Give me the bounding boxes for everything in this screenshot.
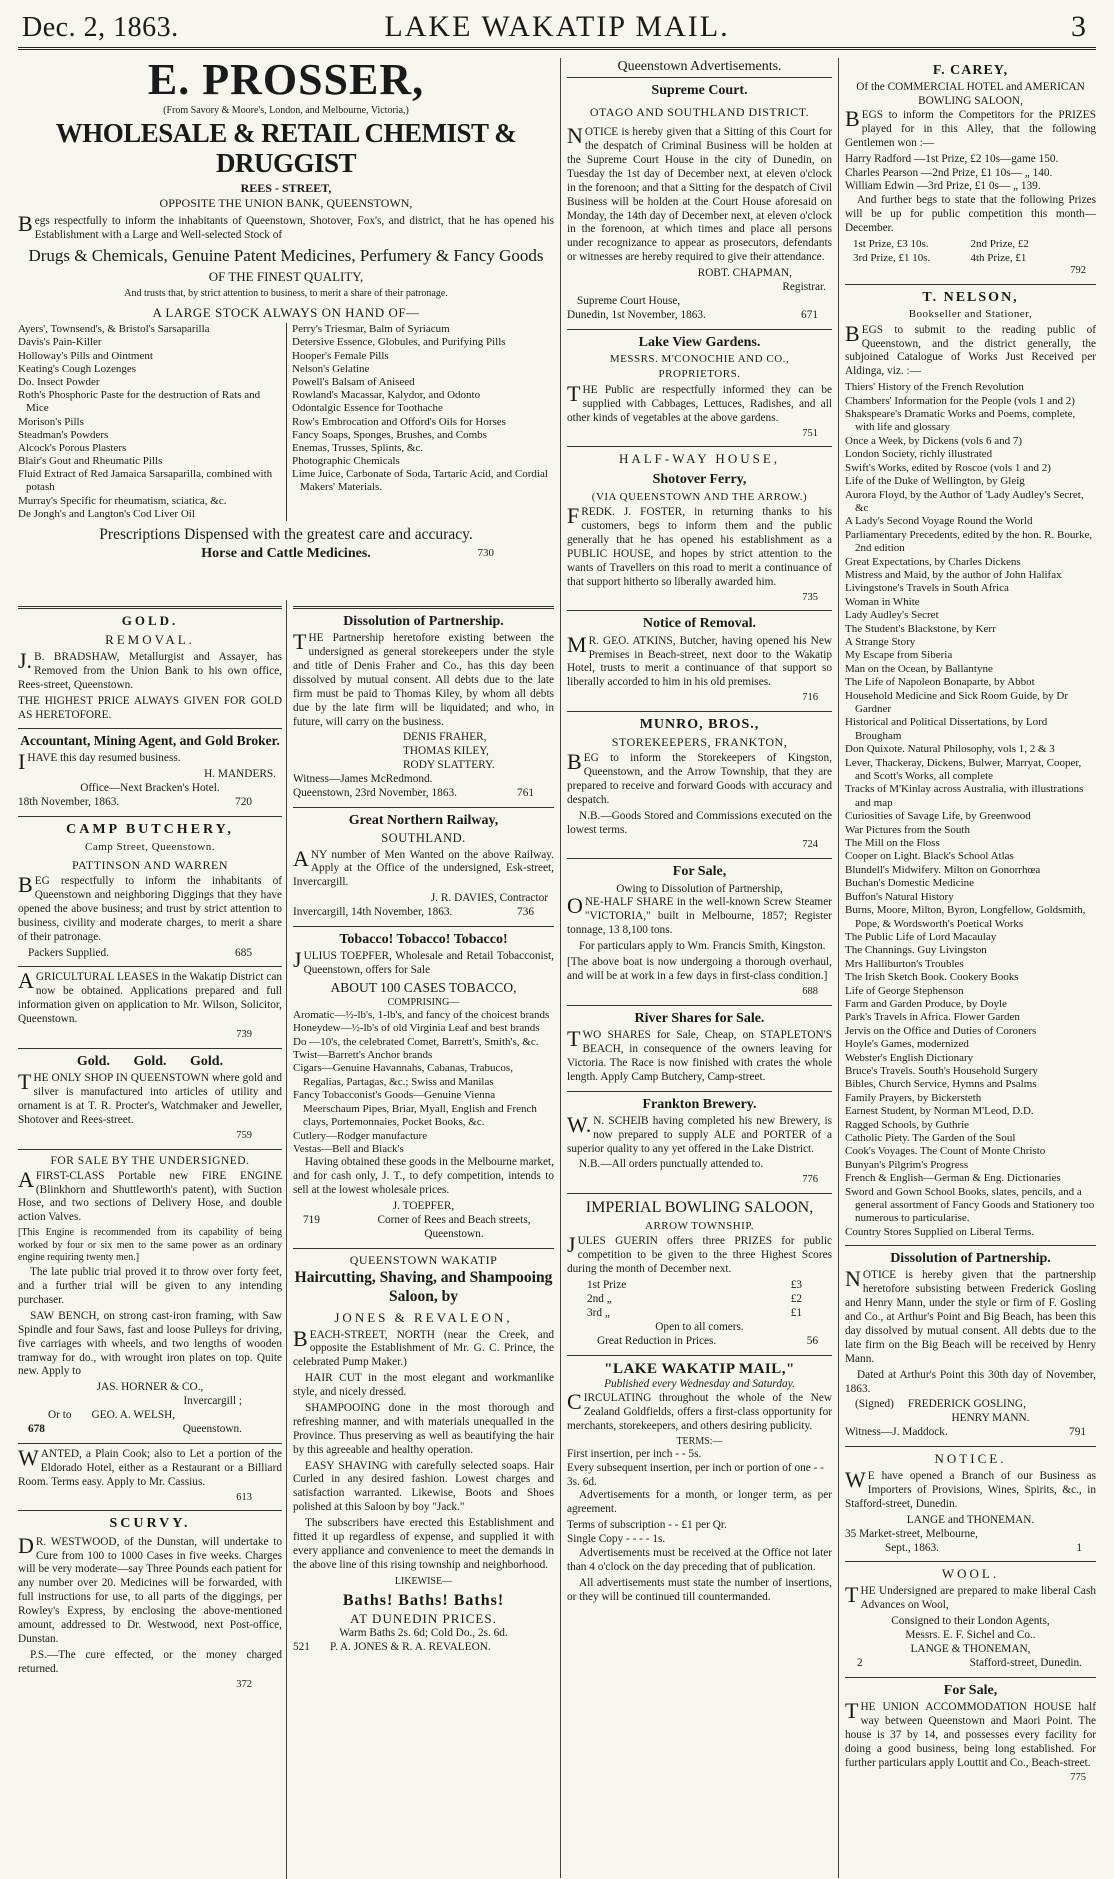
- prosser-advertisement: [18, 58, 554, 598]
- half-way-text: FREDK. J. FOSTER, in returning thanks to his customers, begs to inform them and the public generally that he has opened his establishment as a PUBLIC HOUSE, and hopes by strict attention to the wants of Travellers on this road to merit a continuance of that support hitherto so liberally awarded him.: [567, 503, 832, 588]
- sale-or: Or to: [48, 1409, 72, 1422]
- nelson-book-item: London Society, richly illustrated: [845, 448, 993, 461]
- munro-text: BEG to inform the Storekeepers of Kingston, Queenstown, and the Arrow Township, that they are prepared to receive and forward Goods with accuracy and despatch.: [567, 749, 832, 806]
- nelson-book-item: Parliamentary Precedents, edited by the hon. R. Bourke, 2nd edition: [845, 528, 1093, 555]
- tobacco-list-item: Cigars—Genuine Havannahs, Cabanas, Trabucos, Regalias, Partagas, &c.; Swiss and Manilas: [293, 1062, 513, 1088]
- baths-signature: P. A. JONES & R. A. REVALEON.: [329, 1640, 491, 1653]
- munro-sub: STOREKEEPERS, FRANKTON,: [611, 735, 788, 750]
- carey-heading: F. CAREY,: [932, 63, 1009, 78]
- prosser-stock-item: Odontalgic Essence for Toothache: [292, 402, 443, 415]
- bowling-prize-row: [587, 1307, 802, 1321]
- baths-heading: Baths! Baths! Baths!: [342, 1592, 505, 1610]
- nelson-book-item: The Public Life of Lord Macaulay: [845, 930, 997, 943]
- prosser-stock-right: [286, 323, 554, 521]
- baths-ref: 521: [293, 1640, 310, 1653]
- prosser-stock-item: Fancy Soaps, Sponges, Brushes, and Combs: [292, 428, 487, 441]
- nelson-book-item: Don Quixote. Natural Philosophy, vols 1, 2 & 3: [845, 743, 1055, 756]
- lwm-subscription: Terms of subscription - - £1 per Qr.: [567, 1519, 727, 1532]
- tobacco-address: Corner of Rees and Beach streets, Queenstown.: [377, 1213, 531, 1240]
- haircut-names: JONES & REVALEON,: [334, 1309, 513, 1325]
- prosser-stock-item: Keating's Cough Lozenges: [18, 362, 137, 375]
- newspaper-title: LAKE WAKATIP MAIL.: [384, 10, 730, 43]
- sale-ref: 678: [28, 1422, 45, 1435]
- camp-packers: Packers Supplied.: [28, 946, 109, 959]
- bowling-prize-amount: £1: [790, 1306, 802, 1319]
- prosser-stock-item: Do. Insect Powder: [18, 375, 100, 388]
- half-way-via: (VIA QUEENSTOWN AND THE ARROW.): [591, 490, 808, 503]
- for-sale-undersigned-heading: FOR SALE BY THE UNDERSIGNED.: [50, 1154, 250, 1167]
- camp-butchery-text: BEG respectfully to inform the inhabitants of Queenstown and neighboring Diggings that they have opened the above business; and trust by strict attention to business, civility and moderate charges, to merit a share of their patronage.: [18, 872, 282, 943]
- lwm-text: CIRCULATING throughout the whole of the New Zealand Goldfields, offers a first-class opportunity for merchants, storekeepers, and others desiring publicity.: [567, 1388, 832, 1432]
- prosser-stock-item: Roth's Phosphoric Paste for the destruction of Rats and Mice: [18, 389, 261, 415]
- nelson-book-item: Catholic Piety. The Garden of the Soul: [845, 1132, 1016, 1144]
- tobacco-list-item: Vestas—Bell and Black's: [293, 1142, 404, 1155]
- notice-removal-ref: 716: [802, 692, 818, 704]
- supreme-court-text: NOTICE is hereby given that a Sitting of this Court for the despatch of Criminal Business will be holden at the Supreme Court House in the city of Dunedin, on Tuesday the 1st day of December next, at eleven o'clock in the forenoon; and that a Sitting for the despatch of Civil Business will be holden at the Court House aforesaid on Monday, the 14th day of December next, at eleven o'clock in the forenoon, at which times and place all persons under recognizance to appear as prosecutors, defendants or witnesses are hereby required to give their attendance.: [567, 123, 832, 264]
- prosser-opposite: OPPOSITE THE UNION BANK, QUEENSTOWN,: [159, 195, 413, 210]
- notice-signature: LANGE and THONEMAN.: [906, 1513, 1035, 1526]
- munro-heading: MUNRO, BROS.,: [639, 717, 760, 733]
- lake-view-ref: 751: [802, 427, 818, 439]
- lake-view-proprietors: PROPRIETORS.: [658, 368, 741, 381]
- tobacco-cases: ABOUT 100 CASES TOBACCO,: [330, 979, 517, 995]
- carey-winner-line: Charles Pearson —2nd Prize, £1 10s— „ 140.: [845, 166, 1053, 179]
- accommodation-sale-text: THE UNION ACCOMMODATION HOUSE half way between Queenstown and Maori Point. The house is 37 by 14, and possesses every facility for doing a good business, being long established. For further particulars apply Louttit and Co., Beach-street.: [845, 1698, 1096, 1769]
- haircut-text-4: EASY SHAVING with carefully selected soaps. Hair Curled in any desired fashion. Lowest charges and satisfaction warranted. Likewise, Boots and Shoes polished at this Saloon by boy "Jack.": [293, 1459, 554, 1514]
- supreme-court-heading: Supreme Court.: [651, 83, 748, 99]
- nelson-book-item: Park's Travels in Africa. Flower Garden: [845, 1011, 1020, 1024]
- nelson-book-item: Family Prayers, by Bickersteth: [845, 1091, 982, 1104]
- gosling-signed: (Signed): [855, 1398, 894, 1411]
- lwm-terms: TERMS:—: [676, 1435, 723, 1447]
- notice-text: WE have opened a Branch of our Business as Importers of Provisions, Wines, Spirits, &c., in Stafford-street, Dunedin.: [845, 1467, 1096, 1510]
- tobacco-list-item: Aromatic—½-lb's, 1-lb's, and fancy of the choicest brands: [293, 1008, 550, 1021]
- prosser-stock-left: [18, 323, 280, 521]
- haircut-heading: Haircutting, Shaving, and Shampooing Saloon, by: [294, 1269, 553, 1305]
- prosser-intro: Begs respectfully to inform the inhabitants of Queenstown, Shotover, Fox's, and district, that he has opened his Establishment with a Large and Well-selected Stock of: [18, 210, 554, 241]
- nelson-book-item: The Student's Blackstone, by Kerr: [845, 622, 996, 635]
- for-sale-ref: 688: [802, 985, 818, 997]
- nelson-text: BEGS to submit to the reading public of Queenstown, and the district generally, the subjoined Catalogue of Works Just Received per Aldinga, viz. :—: [845, 320, 1096, 378]
- nelson-book-item: Woman in White: [845, 595, 920, 608]
- bowling-prizes: [567, 1279, 832, 1321]
- prosser-stock-item: Perry's Triesmar, Balm of Syriacum: [292, 323, 450, 336]
- notice-removal-text: MR. GEO. ATKINS, Butcher, having opened his New Premises in Beach-street, next door to the Wakatip Hotel, trusts to merit a continuance of that support so liberally accorded to him in his old premises.: [567, 631, 832, 689]
- tobacco-comprising: COMPRISING—: [387, 996, 460, 1008]
- saw-bench-text: SAW BENCH, on strong cast-iron framing, with Saw Spindle and four Saws, fast and loose Pulleys for driving, five carriages with wheels, and two lengths of wooden tramway for do., with wrought iron plates on top. Quite new. Apply to: [18, 1309, 282, 1378]
- nelson-book-item: Blundell's Midwifery. Milton on Gonorrhœa: [845, 863, 1041, 876]
- wool-agents: Messrs. E. F. Sichel and Co..: [905, 1629, 1036, 1642]
- wanted-text: WANTED, a Plain Cook; also to Let a portion of the Eldorado Hotel, either as a Restaurant or a Billiard Room. Terms easy. Apply to Mr. Cassius.: [18, 1444, 282, 1488]
- nelson-book-item: Mistress and Maid, by the author of John Halifax: [845, 568, 1062, 581]
- fraher-witness: Witness—James McRedmond.: [293, 773, 433, 786]
- gosling-dated: Dated at Arthur's Point this 30th day of November, 1863.: [845, 1368, 1096, 1395]
- accountant-office: Office—Next Bracken's Hotel.: [80, 781, 220, 794]
- nelson-book-item: Cook's Voyages. The Count of Monte Christo: [845, 1145, 1046, 1158]
- tobacco-signature: J. TOEPFER,: [392, 1199, 455, 1212]
- bowling-reduction: Great Reduction in Prices.: [597, 1334, 717, 1347]
- wool-heading: WOOL.: [941, 1566, 1000, 1582]
- nelson-book-item: The Irish Sketch Book. Cookery Books: [845, 971, 1019, 984]
- fraher-signature-name: THOMAS KILEY,: [403, 745, 489, 758]
- nelson-book-item: Bruce's Travels. South's Household Surgery: [845, 1064, 1038, 1077]
- supreme-court-ref: 671: [801, 308, 818, 321]
- prosser-stock-item: Ayers', Townsend's, & Bristol's Sarsaparilla: [18, 323, 210, 336]
- agricultural-leases-text: AGRICULTURAL LEASES in the Wakatip District can now be obtained. Applications prepared and full information given on application to Mr. Wilson, Solicitor, Queenstown.: [18, 968, 282, 1026]
- tobacco-cash: Having obtained these goods in the Melbourne market, and for cash only, J. T., to defy competition, intends to sell at the lowest wholesale prices.: [293, 1156, 554, 1197]
- tobacco-list-item: Honeydew—½-lb's of old Virginia Leaf and best brands: [293, 1022, 540, 1035]
- tobacco-ref: 719: [303, 1213, 320, 1226]
- prosser-stock-item: Fluid Extract of Red Jamaica Sarsaparilla, combined with potash: [18, 468, 273, 494]
- railway-text: ANY number of Men Wanted on the above Railway. Apply at the Office of the undersigned, Esk-street, Invercargill.: [293, 845, 554, 889]
- wool-consigned: Consigned to their London Agents,: [891, 1615, 1050, 1628]
- nelson-book-item: Jervis on the Office and Duties of Coroners: [845, 1024, 1037, 1037]
- prosser-ref: 730: [477, 547, 494, 560]
- fraher-signatures: [293, 731, 554, 773]
- frankton-brewery-heading: Frankton Brewery.: [642, 1096, 757, 1112]
- nelson-book-item: Farm and Garden Produce, by Doyle: [845, 997, 1007, 1010]
- accountant-signature: H. MANDERS.: [204, 767, 276, 780]
- nelson-book-item: Aurora Floyd, by the Author of 'Lady Audley's Secret, &c: [845, 488, 1084, 514]
- half-way-heading: HALF-WAY HOUSE,: [618, 451, 781, 467]
- carey-prizes: [845, 238, 1096, 265]
- bowling-prize-amount: £2: [790, 1292, 802, 1305]
- haircut-pre: QUEENSTOWN WAKATIP: [349, 1252, 498, 1267]
- accountant-date: 18th November, 1863.: [18, 795, 120, 808]
- nelson-book-item: Life of the Duke of Wellington, by Gleig: [845, 475, 1025, 488]
- nelson-book-item: War Pictures from the South: [845, 823, 970, 836]
- prosser-stock-head: A LARGE STOCK ALWAYS ON HAND OF—: [152, 305, 420, 321]
- notice-heading: NOTICE.: [934, 1451, 1007, 1467]
- carey-sub: Of the COMMERCIAL HOTEL and AMERICAN BOWLING SALOON,: [856, 81, 1085, 108]
- nelson-book-item: Earnest Student, by Norman M'Leod, D.D.: [845, 1105, 1034, 1118]
- railway-date: Invercargill, 14th November, 1863.: [293, 906, 453, 919]
- prosser-trust: And trusts that, by strict attention to business, to merit a share of their patronage.: [124, 287, 448, 299]
- tobacco-list: [293, 1009, 554, 1156]
- prosser-stock-item: Powell's Balsam of Aniseed: [292, 375, 415, 388]
- column-3: [838, 58, 1096, 1878]
- masthead: [18, 4, 1096, 50]
- nelson-book-item: Country Stores Supplied on Liberal Terms.: [845, 1225, 1035, 1238]
- carey-prize-item: 1st Prize, £3 10s.: [853, 238, 929, 251]
- wool-ref: 2: [857, 1656, 863, 1669]
- wanted-ref: 613: [236, 1491, 252, 1503]
- lwm-office: Advertisements must be received at the Office not later than 4 o'clock on the day preceding that of publication.: [567, 1547, 832, 1573]
- nelson-book-item: Curiosities of Savage Life, by Greenwood: [845, 810, 1031, 823]
- nelson-book-item: Thiers' History of the French Revolution: [845, 381, 1024, 394]
- fire-engine-note: [This Engine is recommended from its capability of being worked by four or six men to the same power as an ordinary engine requiring twenty men.]: [18, 1227, 282, 1263]
- lwm-heading: "LAKE WAKATIP MAIL,": [604, 1360, 795, 1377]
- carey-ref: 792: [1070, 265, 1086, 277]
- bowling-sub: ARROW TOWNSHIP.: [645, 1219, 754, 1232]
- notice-removal-heading: Notice of Removal.: [642, 616, 757, 632]
- nelson-heading: T. NELSON,: [922, 289, 1019, 305]
- prosser-stock-item: Enemas, Trusses, Splints, &c.: [292, 441, 424, 454]
- nelson-book-item: Life of George Stephenson: [845, 984, 964, 997]
- tobacco-heading: Tobacco! Tobacco! Tobacco!: [339, 931, 508, 947]
- camp-ref: 685: [235, 946, 252, 959]
- prosser-street: REES - STREET,: [240, 180, 332, 195]
- page-number: 3: [1071, 10, 1086, 43]
- railway-ref: 736: [517, 906, 534, 919]
- prosser-stock-item: Morison's Pills: [18, 415, 84, 428]
- lake-view-heading: Lake View Gardens.: [638, 334, 761, 350]
- frankton-brewery-nb: N.B.—All orders punctually attended to.: [579, 1158, 764, 1171]
- lake-view-text: THE Public are respectfully informed they can be supplied with Cabbages, Lettuces, Radishes, and all other kinds of vegetables at the above gardens.: [567, 380, 832, 424]
- nelson-book-item: Historical and Political Dissertations, by Lord Brougham: [845, 716, 1048, 742]
- lwm-sub: Published every Wednesday and Saturday.: [604, 1377, 795, 1390]
- carey-winner-line: William Edwin —3rd Prize, £1 0s— „ 139.: [845, 180, 1041, 193]
- accountant-ref: 720: [235, 795, 252, 808]
- prosser-stock-item: Lime Juice, Carbonate of Soda, Tartaric Acid, and Cordial Makers' Materials.: [292, 468, 548, 494]
- railway-heading: Great Northern Railway,: [348, 812, 499, 828]
- nelson-book-item: Hoyle's Games, modernized: [845, 1038, 969, 1051]
- prosser-stock-item: Row's Embrocation and Offord's Oils for Horses: [292, 415, 506, 428]
- nelson-book-item: Bibles, Church Service, Hymns and Psalms: [845, 1078, 1037, 1091]
- supreme-court-signature: ROBT. CHAPMAN,: [697, 267, 792, 280]
- for-sale-sub: Owing to Dissolution of Partnership,: [616, 882, 783, 895]
- for-sale-text: ONE-HALF SHARE in the well-known Screw Steamer "VICTORIA," built in Melbourne, 1857; Register tonnage, 13 8,100 tons.: [567, 893, 832, 937]
- lwm-single: Single Copy - - - - 1s.: [567, 1533, 666, 1546]
- frankton-brewery-ref: 776: [802, 1174, 818, 1186]
- fraher-dissolution-heading: Dissolution of Partnership.: [343, 614, 504, 629]
- nelson-book-item: Chambers' Information for the People (vols 1 and 2): [845, 394, 1075, 407]
- removal-text: J.B. BRADSHAW, Metallurgist and Assayer, has Removed from the Union Bank to his own office, Rees-street, Queenstown.: [18, 647, 282, 691]
- column-1a: [18, 600, 282, 1879]
- wool-signature: LANGE & THONEMAN,: [910, 1643, 1031, 1656]
- tobacco-list-item: Do —10's, the celebrated Comet, Barrett's, Smith's, &c.: [293, 1035, 539, 1048]
- bowling-ref: 56: [806, 1334, 818, 1347]
- nelson-book-item: Webster's English Dictionary: [845, 1051, 974, 1064]
- fire-engine-text: AFIRST-CLASS Portable new FIRE ENGINE (Blinkhorn and Shuttleworth's patent), with Suction Hose, and two sections of Delivery Hose, and double action Valves.: [18, 1166, 282, 1224]
- tobacco-text: JULIUS TOEPFER, Wholesale and Retail Tobacconist, Queenstown, offers for Sale: [293, 947, 554, 977]
- welsh-place: Queenstown.: [182, 1422, 242, 1435]
- scurvy-heading: SCURVY.: [109, 1516, 191, 1532]
- prosser-stock-item: Alcock's Porous Plasters: [18, 441, 127, 454]
- carey-prize-item: 4th Prize, £1: [970, 251, 1027, 264]
- removal-heading: REMOVAL.: [105, 631, 195, 647]
- nelson-book-list: [845, 381, 1096, 1239]
- nelson-book-item: The Life of Napoleon Bonaparte, by Abbot: [845, 676, 1035, 689]
- nelson-book-item: Bunyan's Pilgrim's Progress: [845, 1158, 969, 1171]
- prosser-trade: WHOLESALE & RETAIL CHEMIST & DRUGGIST: [55, 118, 517, 179]
- carey-text: BEGS to inform the Competitors for the PRIZES played for in this Alley, that the following Gentlemen won :—: [845, 106, 1096, 149]
- prosser-stock-list: [18, 323, 554, 521]
- supreme-court-sub: OTAGO AND SOUTHLAND DISTRICT.: [589, 105, 810, 120]
- accountant-text: IHAVE this day resumed business.: [18, 749, 181, 775]
- fire-engine-trial: The late public trial proved it to throw over forty feet, and a further trial will be given to any intending purchaser.: [18, 1266, 282, 1306]
- lwm-number: All advertisements must state the number of insertions, or they will be continued till countermanded.: [567, 1576, 832, 1603]
- nelson-book-item: Ragged Schools, by Guthrie: [845, 1118, 970, 1131]
- removal-price: THE HIGHEST PRICE ALWAYS GIVEN FOR GOLD AS HERETOFORE.: [18, 694, 282, 721]
- prosser-stock-item: Blair's Gout and Rheumatic Pills: [18, 455, 163, 468]
- carey-winners: [845, 153, 1096, 195]
- nelson-book-item: Livingstone's Travels in South Africa: [845, 582, 1009, 595]
- nelson-book-item: Tracks of M'Kinlay across Australia, with illustrations and map: [845, 783, 1084, 809]
- nelson-book-item: Shakspeare's Dramatic Works and Poems, complete, with life and glossary: [845, 408, 1076, 434]
- nelson-book-item: A Lady's Second Voyage Round the World: [845, 515, 1033, 528]
- wool-address: Stafford-street, Dunedin.: [969, 1656, 1082, 1669]
- bowling-prize-label: 2nd „: [587, 1292, 612, 1305]
- munro-nb: N.B.—Goods Stored and Commissions executed on the lowest terms.: [567, 809, 832, 836]
- bowling-prize-label: 1st Prize: [587, 1279, 627, 1292]
- tobacco-list-item: Cutlery—Rodger manufacture: [293, 1129, 428, 1142]
- prosser-stock-item: Holloway's Pills and Ointment: [18, 349, 153, 362]
- nelson-book-item: The Mill on the Floss: [845, 837, 940, 850]
- prosser-name: E. PROSSER,: [147, 58, 425, 104]
- nelson-book-item: My Escape from Siberia: [845, 649, 953, 662]
- nelson-book-item: Cooper on Light. Black's School Atlas: [845, 850, 1014, 863]
- issue-date: Dec. 2, 1863.: [22, 12, 179, 43]
- nelson-book-item: The Channings. Guy Livingston: [845, 944, 987, 957]
- gold-gold-gold: Gold. Gold. Gold.: [76, 1053, 224, 1069]
- half-way-ref: 735: [802, 591, 818, 603]
- prosser-stock-item: Steadman's Powders: [18, 428, 109, 441]
- nelson-book-item: Mrs Halliburton's Troubles: [845, 957, 964, 970]
- lwm-first: First insertion, per inch - - 5s.: [567, 1447, 702, 1460]
- nelson-book-item: Great Expectations, by Charles Dickens: [845, 555, 1021, 568]
- haircut-text-5: The subscribers have erected this Establishment and fitted it up regardless of expense, and supplied it with every appliance and convenience to meet the demands in the above line of this rising township and neighborhood.: [293, 1517, 554, 1571]
- gosling-witness: Witness—J. Maddock.: [845, 1426, 948, 1439]
- prosser-stock-item: Hooper's Female Pills: [292, 349, 389, 362]
- fraher-date: Queenstown, 23rd November, 1863.: [293, 787, 457, 800]
- scurvy-ps: P.S.—The cure effected, or the money charged returned.: [18, 1648, 282, 1675]
- bowling-heading: IMPERIAL BOWLING SALOON,: [585, 1199, 814, 1217]
- prosser-stock-item: Detersive Essence, Globules, and Purifying Pills: [292, 336, 506, 349]
- for-sale-note: [The above boat is now undergoing a thorough overhaul, and will be at work in a few days in first-class condition.]: [567, 956, 832, 982]
- carey-winner-line: Harry Radford —1st Prize, £2 10s—game 150.: [845, 152, 1059, 165]
- fraher-signature-name: DENIS FRAHER,: [403, 731, 487, 744]
- supreme-court-place: Supreme Court House,: [577, 294, 681, 307]
- river-shares-text: TWO SHARES for Sale, Cheap, on STAPLETON'S BEACH, in consequence of the owners leaving for Victoria. The Race is now finished with crates the whole length. Apply Camp Butchery, Camp-street.: [567, 1025, 832, 1083]
- prosser-horse: Horse and Cattle Medicines.: [201, 546, 371, 562]
- nelson-book-item: Lady Audley's Secret: [845, 609, 939, 622]
- prosser-quality: OF THE FINEST QUALITY,: [208, 268, 364, 284]
- gosling-ref: 791: [1069, 1426, 1086, 1439]
- bowling-prize-amount: £3: [790, 1279, 802, 1292]
- haircut-text-3: SHAMPOOING done in the most thorough and refreshing manner, and with materials unequalled in the Province. Thus preserving as well as beautifying the hair by this agreeable and healthy operation.: [293, 1402, 554, 1456]
- nelson-book-item: Lever, Thackeray, Dickens, Bulwer, Marryat, Cooper, and Scott's Works, all complete: [845, 756, 1082, 783]
- agricultural-ref: 739: [236, 1028, 252, 1040]
- carey-further: And further begs to state that the following Prizes will be up for public competition this month—December.: [845, 194, 1096, 235]
- nelson-book-item: Burns, Moore, Milton, Byron, Longfellow, Goldsmith, Pope, & Wordsworth's Poetical Works: [845, 904, 1086, 930]
- procter-ref: 759: [236, 1129, 252, 1141]
- nelson-book-item: Household Medicine and Sick Room Guide, by Dr Gardner: [845, 689, 1069, 715]
- carey-prize-item: 2nd Prize, £2: [970, 238, 1029, 251]
- gosling-dissolution-heading: Dissolution of Partnership.: [890, 1251, 1051, 1267]
- gosling-sig1: FREDERICK GOSLING,: [907, 1398, 1026, 1411]
- nelson-book-item: Buffon's Natural History: [845, 890, 954, 903]
- haircut-text-2: HAIR CUT in the most elegant and workmanlike style, and nicely dressed.: [293, 1372, 554, 1399]
- railway-signature: J. R. DAVIES, Contractor: [430, 892, 548, 905]
- bowling-prize-row: [587, 1279, 802, 1293]
- nelson-book-item: Buchan's Domestic Medicine: [845, 877, 975, 890]
- camp-butchery-sub: Camp Street, Queenstown.: [85, 840, 215, 853]
- prosser-from: (From Savory & Moore's, London, and Melbourne, Victoria,): [163, 105, 409, 116]
- haircut-text-1: BEACH-STREET, NORTH (near the Creek, and opposite the Establishment of Mr. G. C. Prince, the celebrated Pump Maker.): [293, 1325, 554, 1369]
- river-shares-heading: River Shares for Sale.: [634, 1010, 765, 1026]
- camp-butchery-heading: CAMP BUTCHERY,: [66, 821, 234, 837]
- nelson-book-item: Once a Week, by Dickens (vols 6 and 7): [845, 434, 1022, 447]
- scurvy-text: DR. WESTWOOD, of the Dunstan, will undertake to Cure from 100 to 1000 Cases in five weeks. Charges will be very moderate—say Three Pounds each patient for any number over 20. Medicines will be forwarded, with full instructions for use, to all parts of the diggings, per Rowley's Express, by enclosing the above-mentioned amount, addressed to Dr. Westwood, next Post-office, Dunstan.: [18, 1532, 282, 1645]
- notice-date: Sept., 1863.: [885, 1541, 939, 1554]
- accountant-heading: Accountant, Mining Agent, and Gold Broker.: [20, 733, 280, 749]
- fraher-dissolution-text: THE Partnership heretofore existing between the undersigned as general storekeepers under the style and title of Denis Fraher and Co., has this day been dissolved by mutual consent. All debts due to the late firm must be paid to Thomas Kiley, by whom all debts due by the late firm will be liquidated; and who, in future, will carry on the business.: [293, 629, 554, 728]
- baths-at: AT DUNEDIN PRICES.: [350, 1610, 497, 1626]
- camp-butchery-names: PATTINSON AND WARREN: [71, 858, 229, 873]
- notice-ref: 1: [1076, 1541, 1082, 1554]
- lwm-subsequent: Every subsequent insertion, per inch or portion of one - - 3s. 6d.: [567, 1461, 824, 1488]
- tobacco-list-item: Fancy Tobacconist's Goods—Genuine Vienna Meerschaum Pipes, Briar, Myall, English and French clays, Portemonnaies, Pocket Books, &c.: [293, 1089, 537, 1129]
- nelson-book-item: Swift's Works, edited by Roscoe (vols 1 and 2): [845, 461, 1051, 474]
- procter-text: THE ONLY SHOP IN QUEENSTOWN where gold and silver is manufactured into articles of utility and ornament is at T. R. Procter's, Watchmaker and Jeweller, Shotover and Rees-street.: [18, 1069, 282, 1126]
- munro-ref: 724: [802, 839, 818, 851]
- tobacco-list-item: Twist—Barrett's Anchor brands: [293, 1049, 433, 1062]
- supreme-court-registrar: Registrar.: [782, 280, 826, 293]
- accommodation-sale-ref: 775: [1070, 1772, 1086, 1784]
- fraher-signature-name: RODY SLATTERY.: [403, 759, 495, 772]
- nelson-book-item: French & English—German & Eng. Dictionaries: [845, 1172, 1061, 1185]
- prosser-prescriptions: Prescriptions Dispensed with the greatest care and accuracy.: [99, 526, 473, 544]
- supreme-court-date: Dunedin, 1st November, 1863.: [567, 308, 706, 321]
- welsh-signature: GEO. A. WELSH,: [91, 1409, 176, 1422]
- notice-address: 35 Market-street, Melbourne,: [845, 1527, 979, 1540]
- lake-view-names: MESSRS. M'CONOCHIE AND CO.,: [609, 352, 790, 365]
- for-sale-heading: For Sale,: [672, 864, 727, 880]
- gosling-sig2: HENRY MANN.: [951, 1412, 1030, 1425]
- gold-heading: GOLD.: [121, 613, 179, 628]
- shotover-ferry: Shotover Ferry,: [652, 472, 747, 488]
- queenstown-ads-heading: Queenstown Advertisements.: [567, 58, 832, 78]
- bowling-prize-label: 3rd „: [587, 1306, 610, 1319]
- column-1b: [286, 600, 554, 1879]
- nelson-book-item: Man on the Ocean, by Ballantyne: [845, 662, 993, 675]
- haircut-likewise: LIKEWISE—: [394, 1575, 453, 1587]
- prosser-stock-item: Murray's Specific for rheumatism, sciatica, &c.: [18, 494, 227, 507]
- prosser-stock-item: De Jongh's and Langton's Cod Liver Oil: [18, 507, 195, 520]
- frankton-brewery-text: W.N. SCHEIB having completed his new Brewery, is now prepared to supply ALE and PORTER of a superior quality to any yet offered in the Lake District.: [567, 1111, 832, 1155]
- bowling-prize-row: [587, 1293, 802, 1307]
- baths-prices: Warm Baths 2s. 6d; Cold Do., 2s. 6d.: [339, 1626, 508, 1639]
- bowling-text: JULES GUERIN offers three PRIZES for public competition to be given to the three Highest Scores during the month of December next.: [567, 1232, 832, 1276]
- for-sale-apply: For particulars apply to Wm. Francis Smith, Kingston.: [579, 940, 826, 953]
- bowling-open: Open to all comers.: [655, 1320, 744, 1333]
- lwm-adv: Advertisements for a month, or longer term, as per agreement.: [567, 1489, 832, 1516]
- wool-text: THE Undersigned are prepared to make liberal Cash Advances on Wool,: [845, 1582, 1096, 1612]
- column-2: [560, 58, 832, 1878]
- railway-sub: SOUTHLAND.: [381, 831, 466, 846]
- fraher-ref: 761: [517, 787, 534, 800]
- prosser-stock-item: Rowland's Macassar, Kalydor, and Odonto: [292, 389, 481, 402]
- carey-prize-item: 3rd Prize, £1 10s.: [853, 251, 931, 264]
- prosser-stock-item: Nelson's Gelatine: [292, 362, 370, 375]
- gosling-dissolution-text: NOTICE is hereby given that the partnership heretofore subsisting between Frederick Gosling and Henry Mann, under the style or firm of F. Gosling and Co., at Arthur's Point and Big Beach, has been this day dissolved by mutual consent. All debts due to the late firm on the Big Beach will be received by Henry Mann.: [845, 1266, 1096, 1365]
- accommodation-sale-heading: For Sale,: [943, 1682, 998, 1698]
- prosser-stock-item: Davis's Pain-Killer: [18, 336, 102, 349]
- nelson-sub: Bookseller and Stationer,: [908, 308, 1033, 321]
- nelson-book-item: A Strange Story: [845, 635, 916, 648]
- prosser-stock-item: Photographic Chemicals: [292, 455, 400, 468]
- scurvy-ref: 372: [236, 1678, 252, 1690]
- nelson-book-item: Sword and Gown School Books, slates, pencils, and a general assortment of Fancy Goods and Stationery too numerous to particularise.: [845, 1185, 1095, 1225]
- horner-place: Invercargill ;: [183, 1395, 242, 1408]
- prosser-goods: Drugs & Chemicals, Genuine Patent Medicines, Perfumery & Fancy Goods: [28, 245, 544, 265]
- horner-signature: JAS. HORNER & CO.,: [96, 1381, 204, 1394]
